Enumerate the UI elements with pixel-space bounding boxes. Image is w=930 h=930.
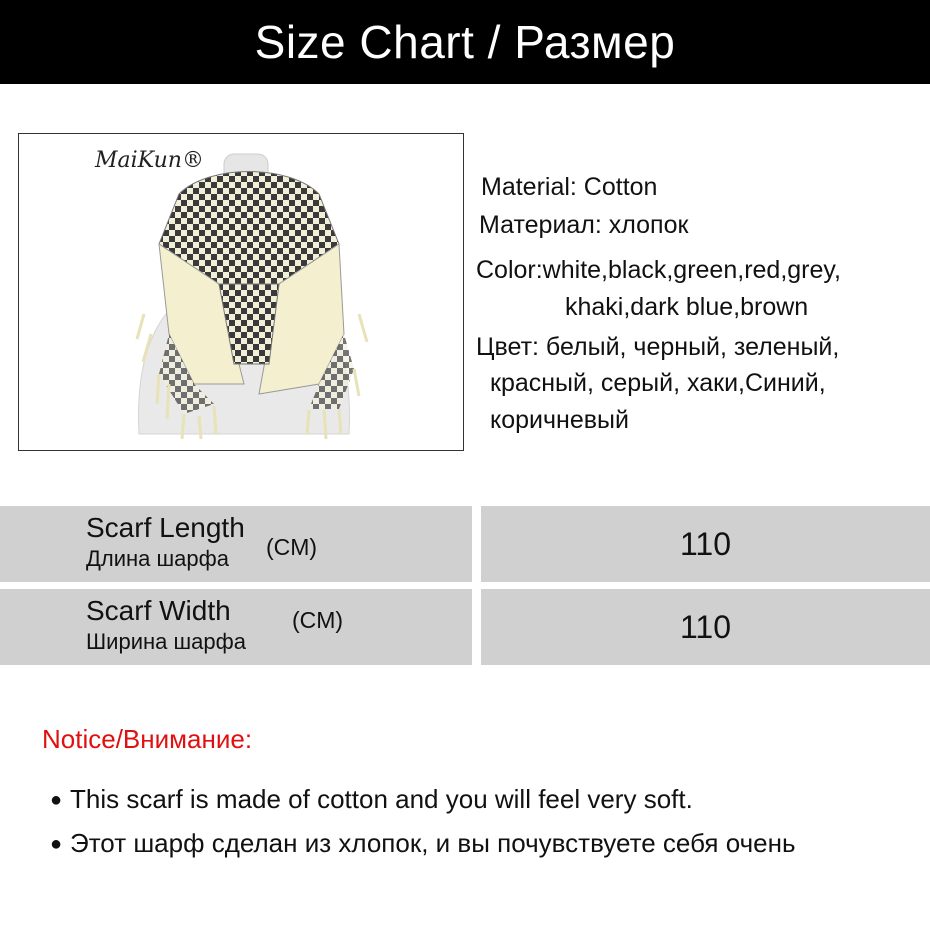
material-en: Material: Cotton: [481, 173, 658, 201]
size-label-cell: [0, 506, 472, 582]
notice-item: [50, 784, 693, 815]
color-en-line-2: khaki,dark blue,brown: [565, 293, 809, 321]
size-label-ru: Ширина шарфа: [86, 629, 246, 654]
notice-item: [50, 828, 796, 859]
color-ru-line-2: красный, серый, хаки,Синий,: [490, 369, 826, 397]
size-value: 110: [481, 589, 930, 665]
notice-item-text: Этот шарф сделан из хлопок, и вы почувствуете себя очень: [70, 828, 796, 858]
color-en-line-1: Color:white,black,green,red,grey,: [476, 256, 841, 284]
size-label-cell: [0, 589, 472, 665]
bullet-icon: ●: [50, 789, 63, 811]
bullet-icon: ●: [50, 833, 63, 855]
size-unit: (CM): [292, 607, 344, 633]
size-label-ru: Длина шарфа: [86, 546, 229, 571]
size-row-width: [0, 589, 930, 665]
brand-logo: MaiKun®: [95, 148, 204, 173]
size-row-length: [0, 506, 930, 582]
product-photo: [18, 133, 464, 451]
size-value: 110: [481, 506, 930, 582]
material-ru: Материал: хлопок: [479, 211, 689, 239]
size-unit: (CM): [266, 534, 318, 560]
notice-title: Notice/Внимание:: [42, 724, 253, 754]
notice-item-text: This scarf is made of cotton and you will feel very soft.: [70, 784, 693, 814]
color-ru-line-1: Цвет: белый, черный, зеленый,: [476, 333, 840, 361]
page-title: Size Chart / Размер: [254, 16, 676, 68]
size-label-en: Scarf Length: [86, 512, 245, 543]
size-label-en: Scarf Width: [86, 595, 231, 626]
scarf-illustration: [19, 134, 464, 451]
color-ru-line-3: коричневый: [490, 406, 629, 434]
header-banner: [0, 0, 930, 84]
